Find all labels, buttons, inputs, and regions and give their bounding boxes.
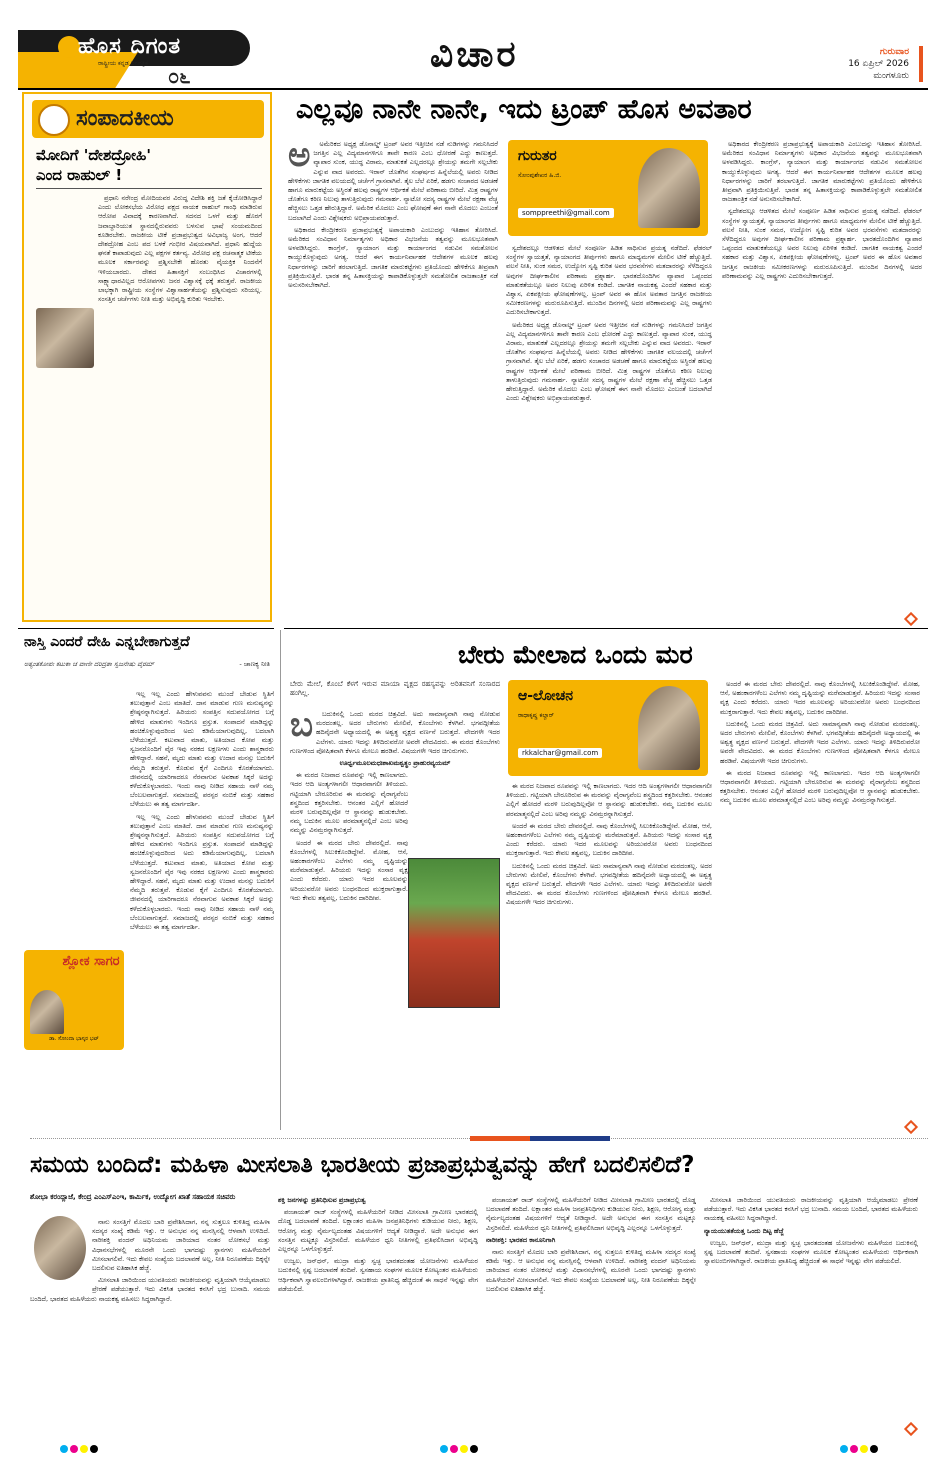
- paper-name: ಹೊಸ ದಿಗಂತ: [78, 34, 182, 59]
- lead-dropcap: ಅ: [288, 140, 311, 175]
- sloka-headline: ನಾಸ್ತಿ ಎಂದರೆ ದೇಹಿ ಎನ್ನಬೇಕಾಗುತ್ತದೆ: [24, 634, 190, 650]
- sloka-credit: - ಚಾಣಕ್ಯ ನೀತಿ: [239, 660, 270, 668]
- lead-body-3: ಅಧಿಕಾರದ ಕೇಂದ್ರೀಕರಣ ಪ್ರಜಾಪ್ರಭುತ್ವಕ್ಕೆ ಅಪಾಯಕಾರಿ ಎಂಬುದನ್ನು ಇತಿಹಾಸ ತೋರಿಸಿದೆ. ಅಮೆರಿಕದ ಸಂವಿಧಾನ ನಿರ್ಮಾತೃಗಳು ಅಧಿಕಾರ ವಿಭಜನೆಯ ತತ್ವವನ್ನು ಮೂಲಭೂತವಾಗಿ ಅಳವಡಿಸಿದ್ದರು. ಕಾಂಗ್ರೆಸ್, ನ್ಯಾಯಾಂಗ ಮತ್ತು ಕಾರ್ಯಾಂಗದ ನಡುವಿನ ಸಮತೋಲನ ಕಾಯ್ದುಕೊಳ್ಳುವುದು ಅಗತ್ಯ. ಆದರೆ ಈಗ ಕಾರ್ಯನಿರ್ವಾಹಕ ಆದೇಶಗಳ ಮೂಲಕ ಹಲವು ನಿರ್ಧಾರಗಳನ್ನು ಜಾರಿಗೆ ತರಲಾಗುತ್ತಿದೆ. ಜಾಗತಿಕ ಮಾರುಕಟ್ಟೆಗಳು ಪ್ರತಿಯೊಂದು ಹೇಳಿಕೆಗೂ ತೀವ್ರವಾಗಿ ಪ್ರತಿಕ್ರಿಯಿಸುತ್ತಿವೆ. ಭಾರತ ತನ್ನ ಹಿತಾಸಕ್ತಿಯನ್ನು ಕಾಪಾಡಿಕೊಳ್ಳುತ್ತಲೇ ಸಮತೋಲಿತ ರಾಜತಾಂತ್ರಿಕ ನಡೆ ಅನುಸರಿಸಬೇಕಾಗಿದೆ.: [288, 225, 498, 290]
- bottom-body-4b: ಮೀಸಲಾತಿ ಜಾರಿಯಿಂದ ಯುವತಿಯರು ರಾಜಕೀಯವನ್ನು ವೃತ್ತಿಯಾಗಿ ಆಯ್ಕೆಮಾಡಲು ಪ್ರೇರಣೆ ಪಡೆಯುತ್ತಾರೆ. ಇದು ವಿಕಸಿತ ಭಾರತದ ಕನಸಿಗೆ ಭದ್ರ ಬುನಾದಿ. ಸಮಯ ಬಂದಿದೆ, ಭಾರತದ ಮಹಿಳೆಯರು ನಾಯಕತ್ವ ವಹಿಸಲು ಸಿದ್ಧರಾಗಿದ್ದಾರೆ.: [704, 1196, 918, 1223]
- divider-accent-blue: [530, 1136, 610, 1141]
- tree-author-name: ರಾಧಾಕೃಷ್ಣ ಕಲ್ಚಾರ್: [518, 712, 554, 719]
- lead-body-1b: ಅಮೆರಿಕದ ಅಧ್ಯಕ್ಷ ಡೊನಾಲ್ಡ್ ಟ್ರಂಪ್ ಅವರ ಇತ್ತೀಚಿನ ನಡೆ ನುಡಿಗಳನ್ನು ಗಮನಿಸಿದರೆ ಜಗತ್ತಿನ ಎಲ್ಲ ವಿದ್ಯಮಾನಗಳಿಗೂ ತಾವೇ ಕಾರಣ ಎಂಬ ಧೋರಣೆ ಎದ್ದು ಕಾಣುತ್ತದೆ. ವ್ಯಾಪಾರ ಸುಂಕ, ಯುದ್ಧ ವಿರಾಮ, ಮಾತುಕತೆ ಎಲ್ಲದರಲ್ಲೂ ಶ್ರೇಯಸ್ಸು ತಮಗೇ ಸಲ್ಲಬೇಕು ಎನ್ನುವ ವಾದ ಅವರದು. ಇರಾನ್ ಜೊತೆಗಿನ ಸಂಘರ್ಷದ ಹಿನ್ನೆಲೆಯಲ್ಲಿ ಅವರು ನೀಡಿದ ಹೇಳಿಕೆಗಳು ಜಾಗತಿಕ ವಲಯದಲ್ಲಿ ಚರ್ಚೆಗೆ ಗ್ರಾಸವಾಗಿವೆ. ತೈಲ ಬೆಲೆ ಏರಿಕೆ, ಹಡಗು ಸಂಚಾರದ ಅಡಚಣೆ ಹಾಗೂ ಮಾರುಕಟ್ಟೆಯ ಅಸ್ಥಿರತೆ ಹಲವು ರಾಷ್ಟ್ರಗಳ ಆರ್ಥಿಕತೆ ಮೇಲೆ ಪರಿಣಾಮ ಬೀರಿದೆ. ಮಿತ್ರ ರಾಷ್ಟ್ರಗಳ ಜೊತೆಗೂ ಕಠಿಣ ನಿಲುವು ತಾಳುತ್ತಿರುವುದು ಗಮನಾರ್ಹ. ನ್ಯಾಟೋ ಸದಸ್ಯ ರಾಷ್ಟ್ರಗಳ ಮೇಲೆ ರಕ್ಷಣಾ ವೆಚ್ಚ ಹೆಚ್ಚಿಸಲು ಒತ್ತಡ ಹೇರುತ್ತಿದ್ದಾರೆ. ಅಮೆರಿಕ ಮೊದಲು ಎಂಬ ಘೋಷಣೆ ಈಗ ನಾನೇ ಮೊದಲು ಎಂಬಂತೆ ಬದಲಾಗಿದೆ ಎಂದು ವಿಶ್ಲೇಷಕರು ಅಭಿಪ್ರಾಯಪಡುತ್ತಾರೆ.: [506, 320, 712, 403]
- lead-author-column: ಗುರುತರ: [518, 148, 557, 164]
- tree-body-3b: ಅಂದರೆ ಈ ಮರದ ಬೇರು ದೇವರಲ್ಲಿದೆ. ನಾವು ಕೊಂಬೆಗಳಲ್ಲಿ ಸಿಲುಕಿಕೊಂಡಿದ್ದೇವೆ. ಮೋಹ, ಆಸೆ, ಅಹಂಕಾರಗಳೆಂಬ ಎಲೆಗಳು ನಮ್ಮ ದೃಷ್ಟಿಯನ್ನು ಮರೆಮಾಡುತ್ತವೆ. ಹಿರಿಯರು ಇದನ್ನು ಸಂಸಾರ ವೃಕ್ಷ ಎಂದು ಕರೆದರು. ಯಾರು ಇದರ ಮೂಲವನ್ನು ಅರಿಯುವರೋ ಅವರು ಬಂಧನದಿಂದ ಮುಕ್ತರಾಗುತ್ತಾರೆ. ಇದು ಕೇವಲ ತತ್ವವಲ್ಲ, ಬದುಕಿನ ದಾರಿದೀಪ.: [506, 821, 712, 858]
- tree-dropcap: ಬ: [290, 710, 314, 745]
- lead-body-2: ಸ್ವದೇಶದಲ್ಲೂ ಆಡಳಿತದ ಮೇಲೆ ಸಂಪೂರ್ಣ ಹಿಡಿತ ಸಾಧಿಸುವ ಪ್ರಯತ್ನ ನಡೆದಿದೆ. ಫೆಡರಲ್ ಸಂಸ್ಥೆಗಳ ಸ್ವಾಯತ್ತತೆ, ನ್ಯಾಯಾಂಗದ ತೀರ್ಪುಗಳು ಹಾಗೂ ಮಾಧ್ಯಮಗಳ ಮೇಲಿನ ಟೀಕೆ ಹೆಚ್ಚುತ್ತಿದೆ. ವಲಸೆ ನೀತಿ, ಸುಂಕ ಸಮರ, ಉದ್ಯೋಗ ಸೃಷ್ಟಿ ಕುರಿತ ಅವರ ಭರವಸೆಗಳು ಮತದಾರರನ್ನು ಸೆಳೆದಿದ್ದರೂ ಅವುಗಳ ದೀರ್ಘಕಾಲೀನ ಪರಿಣಾಮ ಪ್ರಶ್ನಾರ್ಹ. ಭಾರತದೊಂದಿಗಿನ ವ್ಯಾಪಾರ ಒಪ್ಪಂದದ ಮಾತುಕತೆಯಲ್ಲೂ ಅವರ ನಿಲುವು ಏರಿಳಿತ ಕಂಡಿದೆ. ಜಾಗತಿಕ ನಾಯಕತ್ವ ಎಂದರೆ ಸಹಕಾರ ಮತ್ತು ವಿಶ್ವಾಸ, ಏಕಪಕ್ಷೀಯ ಘೋಷಣೆಗಳಲ್ಲ. ಟ್ರಂಪ್ ಅವರ ಈ ಹೊಸ ಅವತಾರ ಜಗತ್ತಿನ ರಾಜಕೀಯ ಸಮೀಕರಣಗಳನ್ನು ಮರುರೂಪಿಸುತ್ತಿದೆ. ಮುಂದಿನ ದಿನಗಳಲ್ಲಿ ಅದರ ಪರಿಣಾಮವನ್ನು ಎಲ್ಲ ರಾಷ್ಟ್ರಗಳು ಎದುರಿಸಬೇಕಾಗುತ್ತದೆ.: [506, 244, 712, 317]
- print-registration-marks: [60, 1438, 100, 1457]
- city-label: ಮಂಗಳೂರು: [873, 71, 909, 81]
- bottom-col-1: [30, 1218, 270, 1430]
- lead-col-2: [506, 244, 712, 620]
- sloka-body-text-2: ಇಲ್ಲ ಇಲ್ಲ ಎಂದು ಹೇಳುವವನು ಮುಂದೆ ಬೇಡುವ ಸ್ಥಿತಿಗೆ ತಲುಪುತ್ತಾನೆ ಎಂಬ ಮಾತಿದೆ. ದಾನ ಮಾಡುವ ಗುಣ ಮನುಷ್ಯನನ್ನು ಶ್ರೇಷ್ಠನನ್ನಾಗಿಸುತ್ತದೆ. ಹಿರಿಯರು ಸಂಪತ್ತಿನ ಸದುಪಯೋಗದ ಬಗ್ಗೆ ಹೇಳಿದ ಮಾತುಗಳು ಇಂದಿಗೂ ಪ್ರಸ್ತುತ. ಸಂಪಾದನೆ ಮಾಡಿದ್ದನ್ನು ಹಂಚಿಕೊಳ್ಳುವುದರಿಂದ ಅದು ಕಡಿಮೆಯಾಗುವುದಿಲ್ಲ, ಬದಲಾಗಿ ಬೆಳೆಯುತ್ತದೆ. ಕಟುವಾದ ಮಾತು, ಅತಿಯಾದ ಕೋಪ ಮತ್ತು ಸ್ವಜನರೊಂದಿಗೆ ವೈರ ಇವು ನರಕದ ಲಕ್ಷಣಗಳು ಎಂದು ಶಾಸ್ತ್ರಕಾರರು ಹೇಳಿದ್ದಾರೆ. ಸಹನೆ, ಮೃದು ಮಾತು ಮತ್ತು ಉದಾರ ಮನಸ್ಸು ಬದುಕಿಗೆ ನೆಮ್ಮದಿ ತರುತ್ತವೆ. ಕೊಡುವ ಕೈಗೆ ಎಂದಿಗೂ ಕೊರತೆಯಾಗದು. ಜೀವನದಲ್ಲಿ ಯಾರಿಗಾದರೂ ನೆರವಾಗುವ ಅವಕಾಶ ಸಿಕ್ಕರೆ ಅದನ್ನು ಕಳೆದುಕೊಳ್ಳಬಾರದು. ಇಂದು ನಾವು ನೀಡಿದ ಸಹಾಯ ನಾಳೆ ನಮ್ಮ ಬೆಂಬಲವಾಗುತ್ತದೆ. ಸಮಾಜದಲ್ಲಿ ಪರಸ್ಪರ ನಂಬಿಕೆ ಮತ್ತು ಸಹಕಾರ ಬೆಳೆಯಲು ಈ ತತ್ವ ಮಾರ್ಗದರ್ಶಿ.: [130, 812, 274, 932]
- tree-body-2: ಈ ಮರದ ನಿಜವಾದ ರೂಪವನ್ನು ಇಲ್ಲಿ ಕಾಣಲಾಗದು. ಇದರ ಆದಿ ಅಂತ್ಯಗಳಾಗಲೀ ಆಧಾರವಾಗಲೀ ತಿಳಿಯದು. ಗಟ್ಟಿಯಾಗಿ ಬೇರೂರಿರುವ ಈ ಮರವನ್ನು ವೈರಾಗ್ಯವೆಂಬ ಶಸ್ತ್ರದಿಂದ ಕತ್ತರಿಸಬೇಕು. ಆನಂತರ ಎಲ್ಲಿಗೆ ಹೋದರೆ ಮರಳಿ ಬರುವುದಿಲ್ಲವೋ ಆ ಸ್ಥಾನವನ್ನು ಹುಡುಕಬೇಕು. ನಮ್ಮ ಬದುಕಿನ ಮೂಲ ಪರಮಾತ್ಮನಲ್ಲಿದೆ ಎಂಬ ಅರಿವು ನಮ್ಮನ್ನು ವಿನಮ್ರರನ್ನಾಗಿಸುತ್ತದೆ.: [290, 771, 408, 835]
- bottom-headline: ಸಮಯ ಬಂದಿದೆ: ಮಹಿಳಾ ಮೀಸಲಾತಿ ಭಾರತೀಯ ಪ್ರಜಾಪ್ರಭುತ್ವವನ್ನು ಹೇಗೆ ಬದಲಿಸಲಿದೆ?: [30, 1152, 695, 1178]
- divider-accent-orange: [470, 1136, 530, 1141]
- mid-rule: [284, 628, 928, 629]
- lead-author-card: [508, 140, 708, 236]
- print-registration-marks-center: [440, 1438, 480, 1457]
- sloka-author-name: ಡಾ. ಸೋಂದಾ ಭಾಸ್ಕರ ಭಟ್: [49, 1036, 99, 1042]
- lead-body-2b: ಸ್ವದೇಶದಲ್ಲೂ ಆಡಳಿತದ ಮೇಲೆ ಸಂಪೂರ್ಣ ಹಿಡಿತ ಸಾಧಿಸುವ ಪ್ರಯತ್ನ ನಡೆದಿದೆ. ಫೆಡರಲ್ ಸಂಸ್ಥೆಗಳ ಸ್ವಾಯತ್ತತೆ, ನ್ಯಾಯಾಂಗದ ತೀರ್ಪುಗಳು ಹಾಗೂ ಮಾಧ್ಯಮಗಳ ಮೇಲಿನ ಟೀಕೆ ಹೆಚ್ಚುತ್ತಿದೆ. ವಲಸೆ ನೀತಿ, ಸುಂಕ ಸಮರ, ಉದ್ಯೋಗ ಸೃಷ್ಟಿ ಕುರಿತ ಅವರ ಭರವಸೆಗಳು ಮತದಾರರನ್ನು ಸೆಳೆದಿದ್ದರೂ ಅವುಗಳ ದೀರ್ಘಕಾಲೀನ ಪರಿಣಾಮ ಪ್ರಶ್ನಾರ್ಹ. ಭಾರತದೊಂದಿಗಿನ ವ್ಯಾಪಾರ ಒಪ್ಪಂದದ ಮಾತುಕತೆಯಲ್ಲೂ ಅವರ ನಿಲುವು ಏರಿಳಿತ ಕಂಡಿದೆ. ಜಾಗತಿಕ ನಾಯಕತ್ವ ಎಂದರೆ ಸಹಕಾರ ಮತ್ತು ವಿಶ್ವಾಸ, ಏಕಪಕ್ಷೀಯ ಘೋಷಣೆಗಳಲ್ಲ. ಟ್ರಂಪ್ ಅವರ ಈ ಹೊಸ ಅವತಾರ ಜಗತ್ತಿನ ರಾಜಕೀಯ ಸಮೀಕರಣಗಳನ್ನು ಮರುರೂಪಿಸುತ್ತಿದೆ. ಮುಂದಿನ ದಿನಗಳಲ್ಲಿ ಅದರ ಪರಿಣಾಮವನ್ನು ಎಲ್ಲ ರಾಷ್ಟ್ರಗಳು ಎದುರಿಸಬೇಕಾಗುತ್ತದೆ.: [722, 207, 922, 280]
- tree-body-2b: ಈ ಮರದ ನಿಜವಾದ ರೂಪವನ್ನು ಇಲ್ಲಿ ಕಾಣಲಾಗದು. ಇದರ ಆದಿ ಅಂತ್ಯಗಳಾಗಲೀ ಆಧಾರವಾಗಲೀ ತಿಳಿಯದು. ಗಟ್ಟಿಯಾಗಿ ಬೇರೂರಿರುವ ಈ ಮರವನ್ನು ವೈರಾಗ್ಯವೆಂಬ ಶಸ್ತ್ರದಿಂದ ಕತ್ತರಿಸಬೇಕು. ಆನಂತರ ಎಲ್ಲಿಗೆ ಹೋದರೆ ಮರಳಿ ಬರುವುದಿಲ್ಲವೋ ಆ ಸ್ಥಾನವನ್ನು ಹುಡುಕಬೇಕು. ನಮ್ಮ ಬದುಕಿನ ಮೂಲ ಪರಮಾತ್ಮನಲ್ಲಿದೆ ಎಂಬ ಅರಿವು ನಮ್ಮನ್ನು ವಿನಮ್ರರನ್ನಾಗಿಸುತ್ತದೆ.: [506, 782, 712, 818]
- bottom-col-4: [704, 1196, 918, 1430]
- tree-headline: ಬೇರು ಮೇಲಾದ ಒಂದು ಮರ: [458, 640, 693, 669]
- tree-author-column: ಆ-ಲೋಚನ: [518, 688, 573, 704]
- lead-author-name: ಸೋಂಪುಶೇಖರ ಹಿ.ಜಿ.: [518, 172, 562, 179]
- lead-col-3: [722, 140, 922, 620]
- bottom-col-2: [278, 1196, 478, 1430]
- left-mid-rule: [18, 628, 274, 629]
- lead-headline: ಎಲ್ಲವೂ ನಾನೇ ನಾನೇ, ಇದು ಟ್ರಂಪ್ ಹೊಸ ಅವತಾರ: [296, 94, 752, 125]
- lead-body-1: ಅಮೆರಿಕದ ಅಧ್ಯಕ್ಷ ಡೊನಾಲ್ಡ್ ಟ್ರಂಪ್ ಅವರ ಇತ್ತೀಚಿನ ನಡೆ ನುಡಿಗಳನ್ನು ಗಮನಿಸಿದರೆ ಜಗತ್ತಿನ ಎಲ್ಲ ವಿದ್ಯಮಾನಗಳಿಗೂ ತಾವೇ ಕಾರಣ ಎಂಬ ಧೋರಣೆ ಎದ್ದು ಕಾಣುತ್ತದೆ. ವ್ಯಾಪಾರ ಸುಂಕ, ಯುದ್ಧ ವಿರಾಮ, ಮಾತುಕತೆ ಎಲ್ಲದರಲ್ಲೂ ಶ್ರೇಯಸ್ಸು ತಮಗೇ ಸಲ್ಲಬೇಕು ಎನ್ನುವ ವಾದ ಅವರದು. ಇರಾನ್ ಜೊತೆಗಿನ ಸಂಘರ್ಷದ ಹಿನ್ನೆಲೆಯಲ್ಲಿ ಅವರು ನೀಡಿದ ಹೇಳಿಕೆಗಳು ಜಾಗತಿಕ ವಲಯದಲ್ಲಿ ಚರ್ಚೆಗೆ ಗ್ರಾಸವಾಗಿವೆ. ತೈಲ ಬೆಲೆ ಏರಿಕೆ, ಹಡಗು ಸಂಚಾರದ ಅಡಚಣೆ ಹಾಗೂ ಮಾರುಕಟ್ಟೆಯ ಅಸ್ಥಿರತೆ ಹಲವು ರಾಷ್ಟ್ರಗಳ ಆರ್ಥಿಕತೆ ಮೇಲೆ ಪರಿಣಾಮ ಬೀರಿದೆ. ಮಿತ್ರ ರಾಷ್ಟ್ರಗಳ ಜೊತೆಗೂ ಕಠಿಣ ನಿಲುವು ತಾಳುತ್ತಿರುವುದು ಗಮನಾರ್ಹ. ನ್ಯಾಟೋ ಸದಸ್ಯ ರಾಷ್ಟ್ರಗಳ ಮೇಲೆ ರಕ್ಷಣಾ ವೆಚ್ಚ ಹೆಚ್ಚಿಸಲು ಒತ್ತಡ ಹೇರುತ್ತಿದ್ದಾರೆ. ಅಮೆರಿಕ ಮೊದಲು ಎಂಬ ಘೋಷಣೆ ಈಗ ನಾನೇ ಮೊದಲು ಎಂಬಂತೆ ಬದಲಾಗಿದೆ ಎಂದು ವಿಶ್ಲೇಷಕರು ಅಭಿಪ್ರಾಯಪಡುತ್ತಾರೆ.: [288, 140, 498, 222]
- bottom-sub-2: ನಾರೀಶಕ್ತಿ: ಭಾರತದ ಕಾನೂನಿಗಾಗಿ: [486, 1235, 556, 1244]
- tree-author-card: [508, 680, 708, 776]
- editorial-banner: [32, 100, 264, 138]
- tree-shloka: ಊರ್ಧ್ವಮೂಲಮಧಃಶಾಖಮಶ್ವತ್ಥಂ ಪ್ರಾಹುರವ್ಯಯಮ್: [339, 759, 451, 768]
- bottom-body-2b: ಪಂಚಾಯತ್ ರಾಜ್ ಸಂಸ್ಥೆಗಳಲ್ಲಿ ಮಹಿಳೆಯರಿಗೆ ನೀಡಿದ ಮೀಸಲಾತಿ ಗ್ರಾಮೀಣ ಭಾರತದಲ್ಲಿ ದೊಡ್ಡ ಬದಲಾವಣೆ ತಂದಿದೆ. ಲಕ್ಷಾಂತರ ಮಹಿಳಾ ಜನಪ್ರತಿನಿಧಿಗಳು ಕುಡಿಯುವ ನೀರು, ಶಿಕ್ಷಣ, ಆರೋಗ್ಯ ಮತ್ತು ನೈರ್ಮಲ್ಯದಂತಹ ವಿಷಯಗಳಿಗೆ ಆದ್ಯತೆ ನೀಡಿದ್ದಾರೆ. ಅದೇ ಅನುಭವ ಈಗ ಸಂಸತ್ತಿನ ಮಟ್ಟಕ್ಕೂ ವಿಸ್ತರಿಸಲಿದೆ. ಮಹಿಳೆಯರ ಧ್ವನಿ ನೀತಿಗಳಲ್ಲಿ ಪ್ರತಿಫಲಿಸಿದಾಗ ಅಭಿವೃದ್ಧಿ ಎಲ್ಲರನ್ನೂ ಒಳಗೊಳ್ಳುತ್ತದೆ.: [486, 1196, 696, 1232]
- tree-body-2c: ಈ ಮರದ ನಿಜವಾದ ರೂಪವನ್ನು ಇಲ್ಲಿ ಕಾಣಲಾಗದು. ಇದರ ಆದಿ ಅಂತ್ಯಗಳಾಗಲೀ ಆಧಾರವಾಗಲೀ ತಿಳಿಯದು. ಗಟ್ಟಿಯಾಗಿ ಬೇರೂರಿರುವ ಈ ಮರವನ್ನು ವೈರಾಗ್ಯವೆಂಬ ಶಸ್ತ್ರದಿಂದ ಕತ್ತರಿಸಬೇಕು. ಆನಂತರ ಎಲ್ಲಿಗೆ ಹೋದರೆ ಮರಳಿ ಬರುವುದಿಲ್ಲವೋ ಆ ಸ್ಥಾನವನ್ನು ಹುಡುಕಬೇಕು. ನಮ್ಮ ಬದುಕಿನ ಮೂಲ ಪರಮಾತ್ಮನಲ್ಲಿದೆ ಎಂಬ ಅರಿವು ನಮ್ಮನ್ನು ವಿನಮ್ರರನ್ನಾಗಿಸುತ್ತದೆ.: [720, 768, 920, 805]
- date-label: 16 ಏಪ್ರಿಲ್ 2026: [848, 59, 909, 69]
- tree-body-1: ಬದುಕಿನಲ್ಲಿ ಒಂದು ಮರದ ಚಿತ್ರವಿದೆ. ಅದು ಸಾಮಾನ್ಯವಾಗಿ ನಾವು ನೋಡುವ ಮರದಂತಲ್ಲ. ಅದರ ಬೇರುಗಳು ಮೇಲಿವೆ, ಕೊಂಬೆಗಳು ಕೆಳಗಿವೆ. ಭಗವದ್ಗೀತೆಯ ಹದಿನೈದನೇ ಅಧ್ಯಾಯದಲ್ಲಿ ಈ ಅಶ್ವತ್ಥ ವೃಕ್ಷದ ವರ್ಣನೆ ಬರುತ್ತದೆ. ವೇದಗಳೇ ಇದರ ಎಲೆಗಳು. ಯಾರು ಇದನ್ನು ತಿಳಿದಿರುವರೋ ಅವರೇ ವೇದವಿದರು. ಈ ಮರದ ಕೊಂಬೆಗಳು ಗುಣಗಳಿಂದ ಪೋಷಿತವಾಗಿ ಕೆಳಗೂ ಮೇಲೂ ಹರಡಿವೆ. ವಿಷಯಗಳೇ ಇದರ ಚಿಗುರುಗಳು.: [290, 710, 500, 755]
- bottom-sub-3: ನ್ಯಾಯಯುತತೆಯತ್ತ ಒಂದು ದಿಟ್ಟ ಹೆಜ್ಜೆ: [704, 1226, 784, 1235]
- sloka-verse: ಅತ್ಯಂತಕೋಪಃ ಕಟುಕಾ ಚ ವಾಣೀ ದರಿದ್ರತಾ ಸ್ವಜನೇಷು ವೈರಮ್: [24, 660, 155, 668]
- print-registration-marks-right: [840, 1438, 880, 1457]
- tree-intro: ಬೇರು ಮೇಲೆ, ಕೊಂಬೆ ಕೆಳಗೆ ಇರುವ ಮಾಯಾ ವೃಕ್ಷದ ರಹಸ್ಯವನ್ನು ಅರಿತವನಿಗೆ ಸಂಸಾರದ ಹಂಗಿಲ್ಲ.: [290, 680, 500, 698]
- tree-body-3: ಅಂದರೆ ಈ ಮರದ ಬೇರು ದೇವರಲ್ಲಿದೆ. ನಾವು ಕೊಂಬೆಗಳಲ್ಲಿ ಸಿಲುಕಿಕೊಂಡಿದ್ದೇವೆ. ಮೋಹ, ಆಸೆ, ಅಹಂಕಾರಗಳೆಂಬ ಎಲೆಗಳು ನಮ್ಮ ದೃಷ್ಟಿಯನ್ನು ಮರೆಮಾಡುತ್ತವೆ. ಹಿರಿಯರು ಇದನ್ನು ಸಂಸಾರ ವೃಕ್ಷ ಎಂದು ಕರೆದರು. ಯಾರು ಇದರ ಮೂಲವನ್ನು ಅರಿಯುವರೋ ಅವರು ಬಂಧನದಿಂದ ಮುಕ್ತರಾಗುತ್ತಾರೆ. ಇದು ಕೇವಲ ತತ್ವವಲ್ಲ, ಬದುಕಿನ ದಾರಿದೀಪ.: [290, 838, 408, 902]
- tree-author-photo: [638, 686, 700, 770]
- masthead-logo: [18, 30, 250, 90]
- dateline: [848, 46, 923, 82]
- tree-body-3c: ಅಂದರೆ ಈ ಮರದ ಬೇರು ದೇವರಲ್ಲಿದೆ. ನಾವು ಕೊಂಬೆಗಳಲ್ಲಿ ಸಿಲುಕಿಕೊಂಡಿದ್ದೇವೆ. ಮೋಹ, ಆಸೆ, ಅಹಂಕಾರಗಳೆಂಬ ಎಲೆಗಳು ನಮ್ಮ ದೃಷ್ಟಿಯನ್ನು ಮರೆಮಾಡುತ್ತವೆ. ಹಿರಿಯರು ಇದನ್ನು ಸಂಸಾರ ವೃಕ್ಷ ಎಂದು ಕರೆದರು. ಯಾರು ಇದರ ಮೂಲವನ್ನು ಅರಿಯುವರೋ ಅವರು ಬಂಧನದಿಂದ ಮುಕ್ತರಾಗುತ್ತಾರೆ. ಇದು ಕೇವಲ ತತ್ವವಲ್ಲ, ಬದುಕಿನ ದಾರಿದೀಪ.: [720, 680, 920, 716]
- lead-col-1: [288, 140, 498, 620]
- inverted-tree-illustration: [408, 858, 500, 1008]
- editorial-body: [36, 194, 262, 618]
- editorial-box: [22, 92, 272, 622]
- bottom-body-3: ಉಜ್ವಲ, ಜನ್‌ಧನ್, ಮುದ್ರಾ ಮತ್ತು ಸ್ವಚ್ಛ ಭಾರತದಂತಹ ಯೋಜನೆಗಳು ಮಹಿಳೆಯರ ಬದುಕಿನಲ್ಲಿ ಸ್ಪಷ್ಟ ಬದಲಾವಣೆ ತಂದಿವೆ. ಸ್ವಸಹಾಯ ಸಂಘಗಳ ಮೂಲಕ ಕೋಟ್ಯಂತರ ಮಹಿಳೆಯರು ಆರ್ಥಿಕವಾಗಿ ಸ್ವಾವಲಂಬಿಗಳಾಗಿದ್ದಾರೆ. ರಾಜಕೀಯ ಪ್ರಾತಿನಿಧ್ಯ ಹೆಚ್ಚಿದಂತೆ ಈ ಸಾಧನೆ ಇನ್ನಷ್ಟು ವೇಗ ಪಡೆಯಲಿದೆ.: [278, 1257, 478, 1293]
- bottom-sub-1: ಶಕ್ತಿ ಜನಗಳನ್ನು ಪ್ರತಿನಿಧಿಸುವ ಪ್ರಜಾಪ್ರಭುತ್ವ: [278, 1196, 366, 1204]
- masthead-rule: [18, 88, 928, 90]
- bottom-body-1b: ನಾನು ಸಂಸತ್ತಿಗೆ ಮೊದಲ ಬಾರಿ ಪ್ರವೇಶಿಸಿದಾಗ, ನನ್ನ ಸುತ್ತಲೂ ಕುಳಿತಿದ್ದ ಮಹಿಳಾ ಸದಸ್ಯರ ಸಂಖ್ಯೆ ಕಡಿಮೆ ಇತ್ತು. ಆ ಅನುಭವ ನನ್ನ ಮನಸ್ಸಿನಲ್ಲಿ ಆಳವಾಗಿ ಉಳಿದಿದೆ. ನಾರೀಶಕ್ತಿ ವಂದನ್ ಅಧಿನಿಯಮ ಜಾರಿಯಾದ ನಂತರ ಲೋಕಸಭೆ ಮತ್ತು ವಿಧಾನಸಭೆಗಳಲ್ಲಿ ಮೂರನೇ ಒಂದು ಭಾಗದಷ್ಟು ಸ್ಥಾನಗಳು ಮಹಿಳೆಯರಿಗೆ ಮೀಸಲಾಗಲಿವೆ. ಇದು ಕೇವಲ ಸಂಖ್ಯೆಯ ಬದಲಾವಣೆ ಅಲ್ಲ, ನೀತಿ ನಿರೂಪಣೆಯ ದಿಕ್ಕನ್ನೇ ಬದಲಿಸುವ ಐತಿಹಾಸಿಕ ಹೆಜ್ಜೆ.: [486, 1248, 696, 1293]
- sloka-body-text: ಇಲ್ಲ ಇಲ್ಲ ಎಂದು ಹೇಳುವವನು ಮುಂದೆ ಬೇಡುವ ಸ್ಥಿತಿಗೆ ತಲುಪುತ್ತಾನೆ ಎಂಬ ಮಾತಿದೆ. ದಾನ ಮಾಡುವ ಗುಣ ಮನುಷ್ಯನನ್ನು ಶ್ರೇಷ್ಠನನ್ನಾಗಿಸುತ್ತದೆ. ಹಿರಿಯರು ಸಂಪತ್ತಿನ ಸದುಪಯೋಗದ ಬಗ್ಗೆ ಹೇಳಿದ ಮಾತುಗಳು ಇಂದಿಗೂ ಪ್ರಸ್ತುತ. ಸಂಪಾದನೆ ಮಾಡಿದ್ದನ್ನು ಹಂಚಿಕೊಳ್ಳುವುದರಿಂದ ಅದು ಕಡಿಮೆಯಾಗುವುದಿಲ್ಲ, ಬದಲಾಗಿ ಬೆಳೆಯುತ್ತದೆ. ಕಟುವಾದ ಮಾತು, ಅತಿಯಾದ ಕೋಪ ಮತ್ತು ಸ್ವಜನರೊಂದಿಗೆ ವೈರ ಇವು ನರಕದ ಲಕ್ಷಣಗಳು ಎಂದು ಶಾಸ್ತ್ರಕಾರರು ಹೇಳಿದ್ದಾರೆ. ಸಹನೆ, ಮೃದು ಮಾತು ಮತ್ತು ಉದಾರ ಮನಸ್ಸು ಬದುಕಿಗೆ ನೆಮ್ಮದಿ ತರುತ್ತವೆ. ಕೊಡುವ ಕೈಗೆ ಎಂದಿಗೂ ಕೊರತೆಯಾಗದು. ಜೀವನದಲ್ಲಿ ಯಾರಿಗಾದರೂ ನೆರವಾಗುವ ಅವಕಾಶ ಸಿಕ್ಕರೆ ಅದನ್ನು ಕಳೆದುಕೊಳ್ಳಬಾರದು. ಇಂದು ನಾವು ನೀಡಿದ ಸಹಾಯ ನಾಳೆ ನಮ್ಮ ಬೆಂಬಲವಾಗುತ್ತದೆ. ಸಮಾಜದಲ್ಲಿ ಪರಸ್ಪರ ನಂಬಿಕೆ ಮತ್ತು ಸಹಕಾರ ಬೆಳೆಯಲು ಈ ತತ್ವ ಮಾರ್ಗದರ್ಶಿ.: [130, 690, 274, 809]
- bottom-body-3b: ಉಜ್ವಲ, ಜನ್‌ಧನ್, ಮುದ್ರಾ ಮತ್ತು ಸ್ವಚ್ಛ ಭಾರತದಂತಹ ಯೋಜನೆಗಳು ಮಹಿಳೆಯರ ಬದುಕಿನಲ್ಲಿ ಸ್ಪಷ್ಟ ಬದಲಾವಣೆ ತಂದಿವೆ. ಸ್ವಸಹಾಯ ಸಂಘಗಳ ಮೂಲಕ ಕೋಟ್ಯಂತರ ಮಹಿಳೆಯರು ಆರ್ಥಿಕವಾಗಿ ಸ್ವಾವಲಂಬಿಗಳಾಗಿದ್ದಾರೆ. ರಾಜಕೀಯ ಪ್ರಾತಿನಿಧ್ಯ ಹೆಚ್ಚಿದಂತೆ ಈ ಸಾಧನೆ ಇನ್ನಷ್ಟು ವೇಗ ಪಡೆಯಲಿದೆ.: [704, 1238, 918, 1266]
- bottom-body-1: ನಾನು ಸಂಸತ್ತಿಗೆ ಮೊದಲ ಬಾರಿ ಪ್ರವೇಶಿಸಿದಾಗ, ನನ್ನ ಸುತ್ತಲೂ ಕುಳಿತಿದ್ದ ಮಹಿಳಾ ಸದಸ್ಯರ ಸಂಖ್ಯೆ ಕಡಿಮೆ ಇತ್ತು. ಆ ಅನುಭವ ನನ್ನ ಮನಸ್ಸಿನಲ್ಲಿ ಆಳವಾಗಿ ಉಳಿದಿದೆ. ನಾರೀಶಕ್ತಿ ವಂದನ್ ಅಧಿನಿಯಮ ಜಾರಿಯಾದ ನಂತರ ಲೋಕಸಭೆ ಮತ್ತು ವಿಧಾನಸಭೆಗಳಲ್ಲಿ ಮೂರನೇ ಒಂದು ಭಾಗದಷ್ಟು ಸ್ಥಾನಗಳು ಮಹಿಳೆಯರಿಗೆ ಮೀಸಲಾಗಲಿವೆ. ಇದು ಕೇವಲ ಸಂಖ್ಯೆಯ ಬದಲಾವಣೆ ಅಲ್ಲ, ನೀತಿ ನಿರೂಪಣೆಯ ದಿಕ್ಕನ್ನೇ ಬದಲಿಸುವ ಐತಿಹಾಸಿಕ ಹೆಜ್ಜೆ.: [92, 1218, 270, 1273]
- lead-body-3b: ಅಧಿಕಾರದ ಕೇಂದ್ರೀಕರಣ ಪ್ರಜಾಪ್ರಭುತ್ವಕ್ಕೆ ಅಪಾಯಕಾರಿ ಎಂಬುದನ್ನು ಇತಿಹಾಸ ತೋರಿಸಿದೆ. ಅಮೆರಿಕದ ಸಂವಿಧಾನ ನಿರ್ಮಾತೃಗಳು ಅಧಿಕಾರ ವಿಭಜನೆಯ ತತ್ವವನ್ನು ಮೂಲಭೂತವಾಗಿ ಅಳವಡಿಸಿದ್ದರು. ಕಾಂಗ್ರೆಸ್, ನ್ಯಾಯಾಂಗ ಮತ್ತು ಕಾರ್ಯಾಂಗದ ನಡುವಿನ ಸಮತೋಲನ ಕಾಯ್ದುಕೊಳ್ಳುವುದು ಅಗತ್ಯ. ಆದರೆ ಈಗ ಕಾರ್ಯನಿರ್ವಾಹಕ ಆದೇಶಗಳ ಮೂಲಕ ಹಲವು ನಿರ್ಧಾರಗಳನ್ನು ಜಾರಿಗೆ ತರಲಾಗುತ್ತಿದೆ. ಜಾಗತಿಕ ಮಾರುಕಟ್ಟೆಗಳು ಪ್ರತಿಯೊಂದು ಹೇಳಿಕೆಗೂ ತೀವ್ರವಾಗಿ ಪ್ರತಿಕ್ರಿಯಿಸುತ್ತಿವೆ. ಭಾರತ ತನ್ನ ಹಿತಾಸಕ್ತಿಯನ್ನು ಕಾಪಾಡಿಕೊಳ್ಳುತ್ತಲೇ ಸಮತೋಲಿತ ರಾಜತಾಂತ್ರಿಕ ನಡೆ ಅನುಸರಿಸಬೇಕಾಗಿದೆ.: [722, 140, 922, 204]
- bottom-body-4: ಮೀಸಲಾತಿ ಜಾರಿಯಿಂದ ಯುವತಿಯರು ರಾಜಕೀಯವನ್ನು ವೃತ್ತಿಯಾಗಿ ಆಯ್ಕೆಮಾಡಲು ಪ್ರೇರಣೆ ಪಡೆಯುತ್ತಾರೆ. ಇದು ವಿಕಸಿತ ಭಾರತದ ಕನಸಿಗೆ ಭದ್ರ ಬುನಾದಿ. ಸಮಯ ಬಂದಿದೆ, ಭಾರತದ ಮಹಿಳೆಯರು ನಾಯಕತ್ವ ವಹಿಸಲು ಸಿದ್ಧರಾಗಿದ್ದಾರೆ.: [30, 1276, 270, 1303]
- tree-body-1b: ಬದುಕಿನಲ್ಲಿ ಒಂದು ಮರದ ಚಿತ್ರವಿದೆ. ಅದು ಸಾಮಾನ್ಯವಾಗಿ ನಾವು ನೋಡುವ ಮರದಂತಲ್ಲ. ಅದರ ಬೇರುಗಳು ಮೇಲಿವೆ, ಕೊಂಬೆಗಳು ಕೆಳಗಿವೆ. ಭಗವದ್ಗೀತೆಯ ಹದಿನೈದನೇ ಅಧ್ಯಾಯದಲ್ಲಿ ಈ ಅಶ್ವತ್ಥ ವೃಕ್ಷದ ವರ್ಣನೆ ಬರುತ್ತದೆ. ವೇದಗಳೇ ಇದರ ಎಲೆಗಳು. ಯಾರು ಇದನ್ನು ತಿಳಿದಿರುವರೋ ಅವರೇ ವೇದವಿದರು. ಈ ಮರದ ಕೊಂಬೆಗಳು ಗುಣಗಳಿಂದ ಪೋಷಿತವಾಗಿ ಕೆಳಗೂ ಮೇಲೂ ಹರಡಿವೆ. ವಿಷಯಗಳೇ ಇದರ ಚಿಗುರುಗಳು.: [506, 861, 712, 907]
- editorial-body-text: ಪ್ರಧಾನಿ ನರೇಂದ್ರ ಮೋದಿಯವರ ವಿರುದ್ಧ ವಿದೇಶಿ ಶಕ್ತಿ ಜತೆ ಕೈಜೋಡಿಸಿದ್ದಾರೆ ಎಂದು ಲೋಕಸಭೆಯ ವಿರೋಧ ಪಕ್ಷದ ನಾಯಕ ರಾಹುಲ್ ಗಾಂಧಿ ಮಾಡಿರುವ ಆರೋಪ ವಿವಾದಕ್ಕೆ ಕಾರಣವಾಗಿದೆ. ಸದನದ ಒಳಗೆ ಮತ್ತು ಹೊರಗೆ ಜವಾಬ್ದಾರಿಯುತ ಸ್ಥಾನದಲ್ಲಿರುವವರು ಬಳಸುವ ಭಾಷೆ ಸಂಯಮದಿಂದ ಕೂಡಿರಬೇಕು. ರಾಜಕೀಯ ಟೀಕೆ ಪ್ರಜಾಪ್ರಭುತ್ವದ ಅವಿಭಾಜ್ಯ ಅಂಗ, ಆದರೆ ದೇಶದ್ರೋಹ ಎಂಬ ಪದ ಬಳಕೆ ಗಂಭೀರ ವಿಷಯವಾಗಿದೆ. ಪ್ರಧಾನಿ ಹುದ್ದೆಯ ಘನತೆ ಕಾಪಾಡುವುದು ಎಲ್ಲ ಪಕ್ಷಗಳ ಕರ್ತವ್ಯ. ವಿರೋಧ ಪಕ್ಷ ರಚನಾತ್ಮಕ ಟೀಕೆಯ ಮೂಲಕ ಸರ್ಕಾರವನ್ನು ಪ್ರಶ್ನಿಸಬೇಕೇ ಹೊರತು ವೈಯಕ್ತಿಕ ನಿಂದನೆಗೆ ಇಳಿಯಬಾರದು. ದೇಶದ ಹಿತಾಸಕ್ತಿಗೆ ಸಂಬಂಧಿಸಿದ ವಿಚಾರಗಳಲ್ಲಿ ಸಾಕ್ಷ್ಯಾಧಾರವಿಲ್ಲದ ಆರೋಪಗಳು ಜನರ ವಿಶ್ವಾಸಕ್ಕೆ ಧಕ್ಕೆ ತರುತ್ತವೆ. ರಾಜಕೀಯ ಲಾಭಕ್ಕಾಗಿ ರಾಷ್ಟ್ರೀಯ ಸಂಸ್ಥೆಗಳ ವಿಶ್ವಾಸಾರ್ಹತೆಯನ್ನು ಪ್ರಶ್ನಿಸುವುದು ಸರಿಯಲ್ಲ. ಸಂಸತ್ತಿನ ಚರ್ಚೆಗಳು ನೀತಿ ಮತ್ತು ಅಭಿವೃದ್ಧಿ ಕುರಿತು ಇರಬೇಕು.: [98, 194, 262, 304]
- lotus-emblem-icon: [58, 36, 80, 58]
- editorial-emblem-icon: [38, 104, 70, 136]
- editorial-headline-2: ಎಂದ ರಾಹುಲ್ !: [36, 166, 123, 184]
- column-divider: [280, 630, 281, 1130]
- day-label: ಗುರುವಾರ: [879, 47, 909, 57]
- tree-body-1c: ಬದುಕಿನಲ್ಲಿ ಒಂದು ಮರದ ಚಿತ್ರವಿದೆ. ಅದು ಸಾಮಾನ್ಯವಾಗಿ ನಾವು ನೋಡುವ ಮರದಂತಲ್ಲ. ಅದರ ಬೇರುಗಳು ಮೇಲಿವೆ, ಕೊಂಬೆಗಳು ಕೆಳಗಿವೆ. ಭಗವದ್ಗೀತೆಯ ಹದಿನೈದನೇ ಅಧ್ಯಾಯದಲ್ಲಿ ಈ ಅಶ್ವತ್ಥ ವೃಕ್ಷದ ವರ್ಣನೆ ಬರುತ್ತದೆ. ವೇದಗಳೇ ಇದರ ಎಲೆಗಳು. ಯಾರು ಇದನ್ನು ತಿಳಿದಿರುವರೋ ಅವರೇ ವೇದವಿದರು. ಈ ಮರದ ಕೊಂಬೆಗಳು ಗುಣಗಳಿಂದ ಪೋಷಿತವಾಗಿ ಕೆಳಗೂ ಮೇಲೂ ಹರಡಿವೆ. ವಿಷಯಗಳೇ ಇದರ ಚಿಗುರುಗಳು.: [720, 719, 920, 765]
- paper-tagline: ರಾಷ್ಟ್ರೀಯ ಕನ್ನಡ ದಿನಪತ್ರಿಕೆ: [98, 60, 149, 67]
- section-title: ವಿಚಾರ: [430, 34, 519, 75]
- sloka-body: [24, 690, 274, 1136]
- lead-author-email: somppreethi@gmail.com: [518, 208, 614, 218]
- tree-col-3: [720, 680, 920, 1130]
- lead-author-photo: [638, 148, 700, 228]
- sloka-column-label: ಶ್ಲೋಕ ಸಾಗರ: [62, 954, 120, 969]
- tree-col-2: [506, 782, 712, 1130]
- editorial-banner-label: ಸಂಪಾದಕೀಯ: [76, 106, 174, 131]
- page-number: ೦೬: [168, 64, 191, 88]
- bottom-col-3: [486, 1196, 696, 1430]
- tree-author-email: rkkalchar@gmail.com: [518, 748, 602, 758]
- editorial-headline-1: ಮೋದಿಗೆ 'ದೇಶದ್ರೋಹಿ': [36, 146, 151, 164]
- editorial-divider: [36, 188, 262, 189]
- bottom-byline: ಶೋಭಾ ಕರಂದ್ಲಾಜೆ, ಕೇಂದ್ರ ಎಂಎಸ್‌ಎಂಇ, ಕಾರ್ಮಿಕ, ಉದ್ಯೋಗ ಖಾತೆ ಸಹಾಯಕ ಸಚಿವರು: [30, 1193, 236, 1201]
- bottom-body-2: ಪಂಚಾಯತ್ ರಾಜ್ ಸಂಸ್ಥೆಗಳಲ್ಲಿ ಮಹಿಳೆಯರಿಗೆ ನೀಡಿದ ಮೀಸಲಾತಿ ಗ್ರಾಮೀಣ ಭಾರತದಲ್ಲಿ ದೊಡ್ಡ ಬದಲಾವಣೆ ತಂದಿದೆ. ಲಕ್ಷಾಂತರ ಮಹಿಳಾ ಜನಪ್ರತಿನಿಧಿಗಳು ಕುಡಿಯುವ ನೀರು, ಶಿಕ್ಷಣ, ಆರೋಗ್ಯ ಮತ್ತು ನೈರ್ಮಲ್ಯದಂತಹ ವಿಷಯಗಳಿಗೆ ಆದ್ಯತೆ ನೀಡಿದ್ದಾರೆ. ಅದೇ ಅನುಭವ ಈಗ ಸಂಸತ್ತಿನ ಮಟ್ಟಕ್ಕೂ ವಿಸ್ತರಿಸಲಿದೆ. ಮಹಿಳೆಯರ ಧ್ವನಿ ನೀತಿಗಳಲ್ಲಿ ಪ್ರತಿಫಲಿಸಿದಾಗ ಅಭಿವೃದ್ಧಿ ಎಲ್ಲರನ್ನೂ ಒಳಗೊಳ್ಳುತ್ತದೆ.: [278, 1208, 478, 1254]
